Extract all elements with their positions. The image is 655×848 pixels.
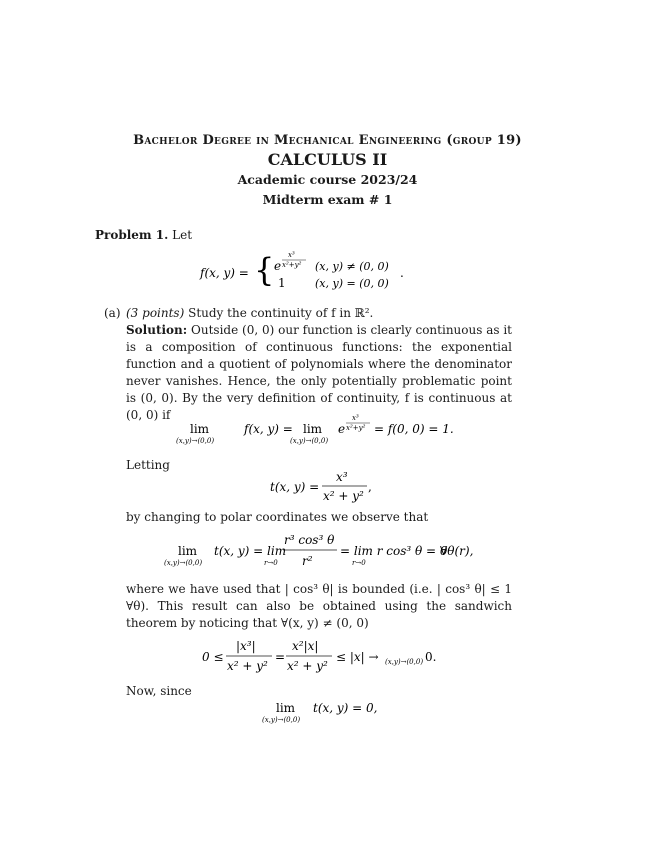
eq3-num: r³ cos³ θ	[284, 533, 335, 547]
degree-header: Bachelor Degree in Mechanical Engineering (group 19)	[133, 133, 522, 148]
eq1-sub: (x,y)→(0,0)	[176, 437, 215, 445]
eq4-zero: 0 ≤	[202, 650, 224, 664]
eq4-den1: x² + y²	[227, 659, 268, 673]
solution-paragraph	[126, 322, 512, 424]
course-title: CALCULUS II	[267, 150, 388, 169]
eq3-forall: ∀θ(r),	[440, 544, 474, 558]
eq1-e: e	[338, 422, 346, 436]
equation-t-definition	[268, 466, 388, 506]
eq4-end: 0.	[425, 650, 437, 664]
eq4-num2: x²|x|	[292, 639, 319, 653]
case1-exp-num: x³	[288, 251, 295, 259]
eq1-lim: lim	[190, 422, 210, 436]
eq2-num: x³	[336, 470, 348, 484]
def-end: .	[400, 266, 404, 280]
eq1-exp-den: x²+y²	[346, 424, 366, 432]
bounded-paragraph: where we have used that | cos³ θ| is bounded (i.e. | cos³ θ| ≤ 1 ∀θ). This result can also be obtained using the sandwich theorem by noticing that ∀(x, y) ≠ (0, 0)	[126, 582, 512, 630]
part-a-statement-line	[126, 305, 373, 322]
eq3-mid: = lim r cos³ θ = 0	[340, 544, 448, 558]
eq3-sub: (x,y)→(0,0)	[164, 559, 203, 567]
equation-continuity	[170, 413, 470, 449]
problem-heading	[95, 227, 192, 244]
def-lhs: f(x, y) =	[200, 266, 249, 280]
letting-text: Letting	[126, 458, 170, 472]
eq5-rhs: t(x, y) = 0,	[313, 701, 378, 715]
eq2-den: x² + y²	[323, 489, 364, 503]
eq2-end: ,	[368, 480, 372, 494]
part-a-label: (a)	[104, 306, 121, 320]
eq3-sub-r: r→0	[264, 559, 278, 567]
problem-label: Problem 1.	[95, 228, 169, 242]
case1-value: e	[274, 259, 282, 273]
equation-polar	[160, 528, 480, 572]
function-definition	[190, 248, 420, 296]
equation-sandwich	[200, 635, 460, 679]
eq1-f: f(x, y) =	[244, 422, 293, 436]
exam-name: Midterm exam # 1	[262, 192, 393, 207]
eq4-rest: ≤ |x| →	[336, 650, 379, 664]
eq1-rhs: = f(0, 0) = 1.	[374, 422, 454, 436]
part-a-points: (3 points)	[126, 306, 185, 320]
polar-text: by changing to polar coordinates we observe that	[126, 510, 429, 524]
eq3-t: t(x, y) = lim	[214, 544, 287, 558]
eq5-lim: lim	[276, 701, 296, 715]
eq1-sub2: (x,y)→(0,0)	[290, 437, 329, 445]
eq1-exp-num: x³	[352, 414, 359, 422]
case2-value: 1	[278, 276, 286, 290]
academic-course: Academic course 2023/24	[237, 172, 418, 187]
eq4-sub: (x,y)→(0,0)	[385, 658, 424, 666]
case1-exp-den: x²+y²	[282, 261, 302, 269]
eq3-den: r²	[302, 554, 313, 568]
eq1-lim2: lim	[303, 422, 323, 436]
brace: {	[254, 251, 275, 289]
eq4-num1: |x³|	[236, 639, 256, 653]
now-since-text: Now, since	[126, 684, 192, 698]
eq4-eq: =	[275, 650, 286, 664]
eq2-lhs: t(x, y) =	[270, 480, 320, 494]
problem-intro: Let	[172, 228, 193, 242]
solution-label: Solution:	[126, 323, 188, 337]
solution-text: Outside (0, 0) our function is clearly continuous as it is a composition of continuous functions: the exponential function and a quotient of polynomials where the denominator never vanishes. Hence, the only potentially problematic point is (0, 0). By the very definition of continuity, f is continuous at (0, 0) if	[126, 323, 512, 422]
part-a-statement: Study the continuity of f in ℝ².	[188, 306, 374, 320]
case2-condition: (x, y) = (0, 0)	[315, 277, 389, 290]
eq5-sub: (x,y)→(0,0)	[262, 716, 301, 724]
case1-condition: (x, y) ≠ (0, 0)	[315, 260, 389, 273]
eq3-sub-r2: r→0	[352, 559, 366, 567]
eq3-lim: lim	[178, 544, 198, 558]
equation-limit-t	[258, 696, 398, 730]
eq4-den2: x² + y²	[287, 659, 328, 673]
